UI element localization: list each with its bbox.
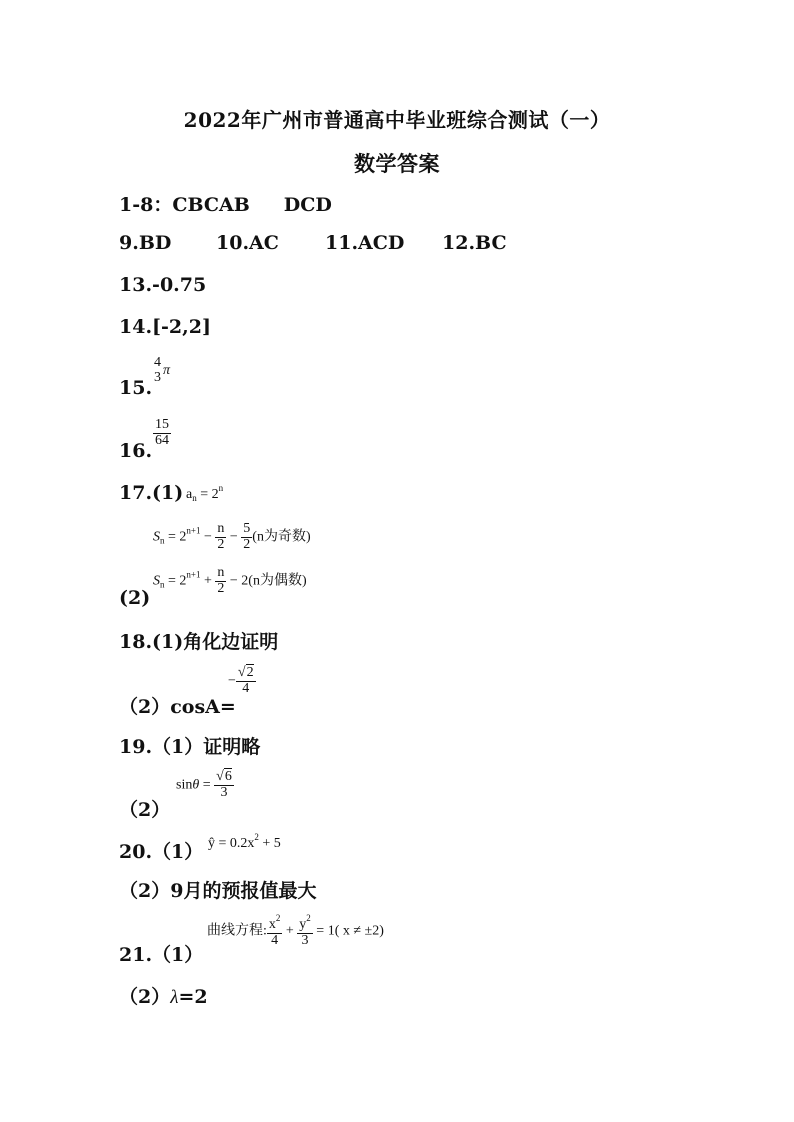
answer-15-label: 15. bbox=[119, 377, 153, 399]
answer-21-2: （2）λ=2 bbox=[119, 986, 208, 1008]
fraction: $\frac{n}{2}$ bbox=[217, 565, 225, 596]
answer-17-2-label: (2) bbox=[119, 587, 151, 609]
fraction: $\frac{√2}{4}$ bbox=[237, 665, 254, 696]
fraction: $\frac{y^2}{3}$ bbox=[299, 913, 311, 948]
answer-18-2-label: （2）cosA= bbox=[119, 696, 236, 718]
answer-17-2-odd: $S_n = 2^{n+1}$ − $\frac{n}{2}$ − $\frac{5}{2}$ (n为奇数) bbox=[153, 521, 311, 552]
answer-19-2-expr: sinθ = $\frac{√6}{3}$ bbox=[176, 769, 232, 800]
answer-17-1-expr: $a_n = 2^n$ bbox=[186, 483, 224, 503]
answer-1-8 bbox=[119, 190, 332, 217]
answer-14: 14.[-2,2] bbox=[119, 316, 211, 338]
answer-21-1-label: 21.（1） bbox=[119, 944, 204, 966]
sqrt-sign: √ bbox=[216, 769, 224, 784]
answer-13: 13.-0.75 bbox=[119, 274, 207, 296]
answer-1-8-label: 1-8： bbox=[119, 194, 173, 216]
answer-17-label: 17.(1) bbox=[119, 482, 184, 504]
answer-1-5: CBCAB bbox=[172, 194, 250, 216]
answer-11: 11.ACD bbox=[325, 232, 405, 254]
answer-15-expr: 4 3 π bbox=[154, 355, 171, 385]
answer-18-2-expr: − $\frac{√2}{4}$ bbox=[228, 665, 254, 696]
answer-20-2: （2）9月的预报值最大 bbox=[119, 880, 317, 902]
answer-18-1: 18.(1)角化边证明 bbox=[119, 631, 279, 653]
answer-6-8: DCD bbox=[283, 194, 332, 216]
page-subtitle: 数学答案 bbox=[354, 151, 440, 176]
answer-16-label: 16. bbox=[119, 440, 153, 462]
page-title: 2022年广州市普通高中毕业班综合测试（一） bbox=[183, 108, 611, 132]
sqrt-sign: √ bbox=[237, 665, 246, 680]
answer-19-1: 19.（1）证明略 bbox=[119, 736, 261, 758]
fraction: $\frac{5}{2}$ bbox=[243, 521, 251, 552]
answer-9: 9.BD bbox=[119, 232, 172, 254]
fraction: 4 3 bbox=[154, 355, 161, 385]
fraction: $\frac{n}{2}$ bbox=[217, 521, 225, 552]
fraction: $\frac{x^2}{4}$ bbox=[268, 913, 281, 948]
answer-19-2-label: （2） bbox=[119, 799, 171, 821]
fraction: $\frac{15}{64}$ bbox=[155, 417, 169, 448]
answer-21-1-expr: 曲线方程: $\frac{x^2}{4}$ + $\frac{y^2}{3}$ = 1( x ≠ ±2) bbox=[207, 913, 384, 948]
fraction: $\frac{√6}{3}$ bbox=[216, 769, 232, 800]
answer-20-1-label: 20.（1） bbox=[119, 841, 204, 863]
answer-20-1-expr: ŷ = $0.2x^2 + 5$ bbox=[208, 832, 281, 851]
answer-17-2-even: $S_n = 2^{n+1}$ + $\frac{n}{2}$ − 2(n为偶数) bbox=[153, 565, 307, 596]
answer-16-expr bbox=[153, 418, 171, 448]
answer-12: 12.BC bbox=[442, 232, 507, 254]
answer-10: 10.AC bbox=[216, 232, 279, 254]
